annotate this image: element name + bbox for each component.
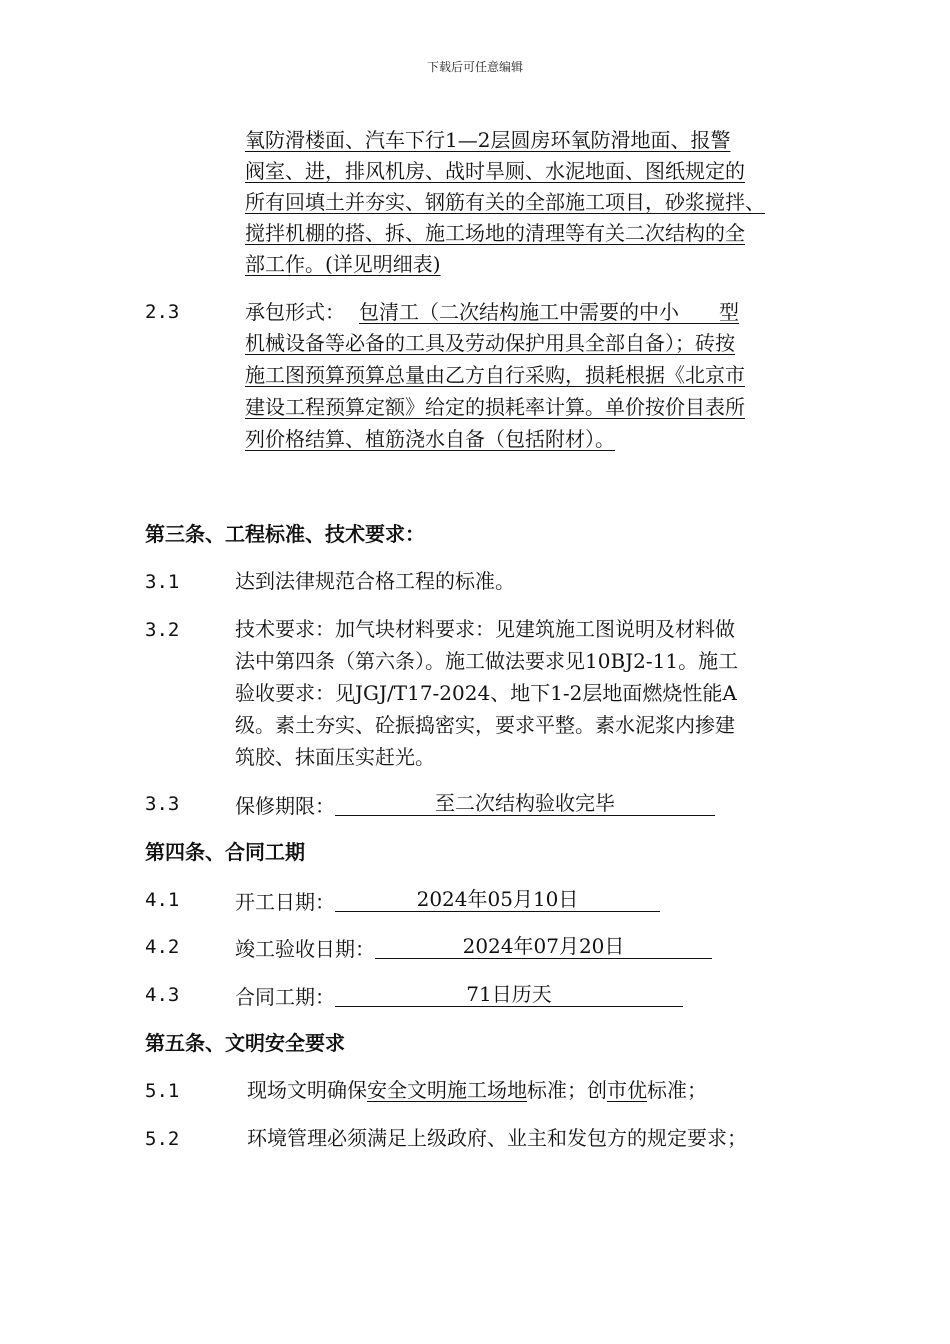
item-3-3-number: 3.3 [145, 793, 180, 815]
item-4-2-number: 4.2 [145, 936, 180, 958]
item-5-1-text-b: 安全文明施工场地 [367, 1078, 527, 1102]
completion-date-field: 2024年07月20日 [375, 936, 712, 959]
item-5-1-text-e: 标准； [647, 1078, 707, 1102]
item-2-3-line-4: 建设工程预算定额》给定的损耗率计算。单价按价目表所 [245, 395, 745, 419]
item-3-2-line-2: 法中第四条（第六条）。施工做法要求见10BJ2-11。施工 [235, 649, 739, 673]
item-4-1-line [235, 889, 660, 912]
warranty-period-field: 至二次结构验收完毕 [335, 793, 715, 816]
item-3-3-line [235, 793, 715, 816]
item-4-3-label: 合同工期： [235, 985, 335, 1009]
item-2-3-first-line [245, 302, 739, 322]
item-5-1-text-a: 现场文明确保 [247, 1078, 367, 1102]
scope-line-4: 搅拌机棚的搭、拆、施工场地的清理等有关二次结构的全 [245, 221, 745, 245]
item-3-2-line-4: 级。素土夯实、砼振捣密实，要求平整。素水泥浆内掺建 [235, 713, 735, 737]
item-4-3-line [235, 984, 683, 1007]
item-3-2-number: 3.2 [145, 619, 180, 641]
item-5-1-text-d: 市优 [607, 1078, 647, 1102]
item-4-2-label: 竣工验收日期： [235, 937, 375, 961]
item-5-1-line [247, 1080, 707, 1100]
scope-line-3: 所有回填土并夯实、钢筋有关的全部施工项目，砂浆搅拌、 [245, 190, 765, 214]
item-4-1-number: 4.1 [145, 889, 180, 911]
scope-line-2: 阀室、进，排风机房、战时旱厕、水泥地面、图纸规定的 [245, 159, 745, 183]
item-5-1-number: 5.1 [145, 1080, 180, 1102]
contract-duration-field: 71日历天 [335, 984, 683, 1007]
item-2-3-label: 承包形式： [245, 300, 345, 324]
item-5-2-number: 5.2 [145, 1128, 180, 1150]
item-5-2-text: 环境管理必须满足上级政府、业主和发包方的规定要求； [247, 1126, 747, 1150]
item-3-2-line-1: 技术要求：加气块材料要求：见建筑施工图说明及材料做 [235, 617, 735, 641]
item-3-3-label: 保修期限： [235, 794, 335, 818]
section-3-title: 第三条、工程标准、技术要求： [145, 522, 425, 546]
item-5-1-text-c: 标准；创 [527, 1078, 607, 1102]
item-2-3-number: 2.3 [145, 301, 180, 323]
item-2-3-line-5: 列价格结算、植筋浇水自备（包括附材）。 [245, 427, 615, 451]
item-2-3-first-text: 包清工（二次结构施工中需要的中小 型 [359, 300, 739, 324]
section-4-title: 第四条、合同工期 [145, 840, 305, 864]
item-2-3-line-2: 机械设备等必备的工具及劳动保护用具全部自备）；砖按 [245, 331, 735, 355]
item-4-1-label: 开工日期： [235, 890, 335, 914]
item-3-1-text: 达到法律规范合格工程的标准。 [235, 569, 515, 593]
section-5-title: 第五条、文明安全要求 [145, 1031, 345, 1055]
item-4-3-number: 4.3 [145, 984, 180, 1006]
scope-line-5: 部工作。(详见明细表) [245, 252, 441, 276]
item-3-2-line-3: 验收要求：见JGJ/T17-2024、地下1-2层地面燃烧性能A [235, 681, 737, 705]
item-2-3-line-3: 施工图预算预算总量由乙方自行采购，损耗根据《北京市 [245, 363, 745, 387]
scope-line-1: 氧防滑楼面、汽车下行1—2层圆房环氧防滑地面、报警 [245, 128, 731, 152]
item-3-2-line-5: 筑胶、抹面压实赶光。 [235, 745, 435, 769]
page-header: 下载后可任意编辑 [426, 60, 523, 74]
item-4-2-line [235, 936, 712, 959]
start-date-field: 2024年05月10日 [335, 889, 660, 912]
item-3-1-number: 3.1 [145, 571, 180, 593]
